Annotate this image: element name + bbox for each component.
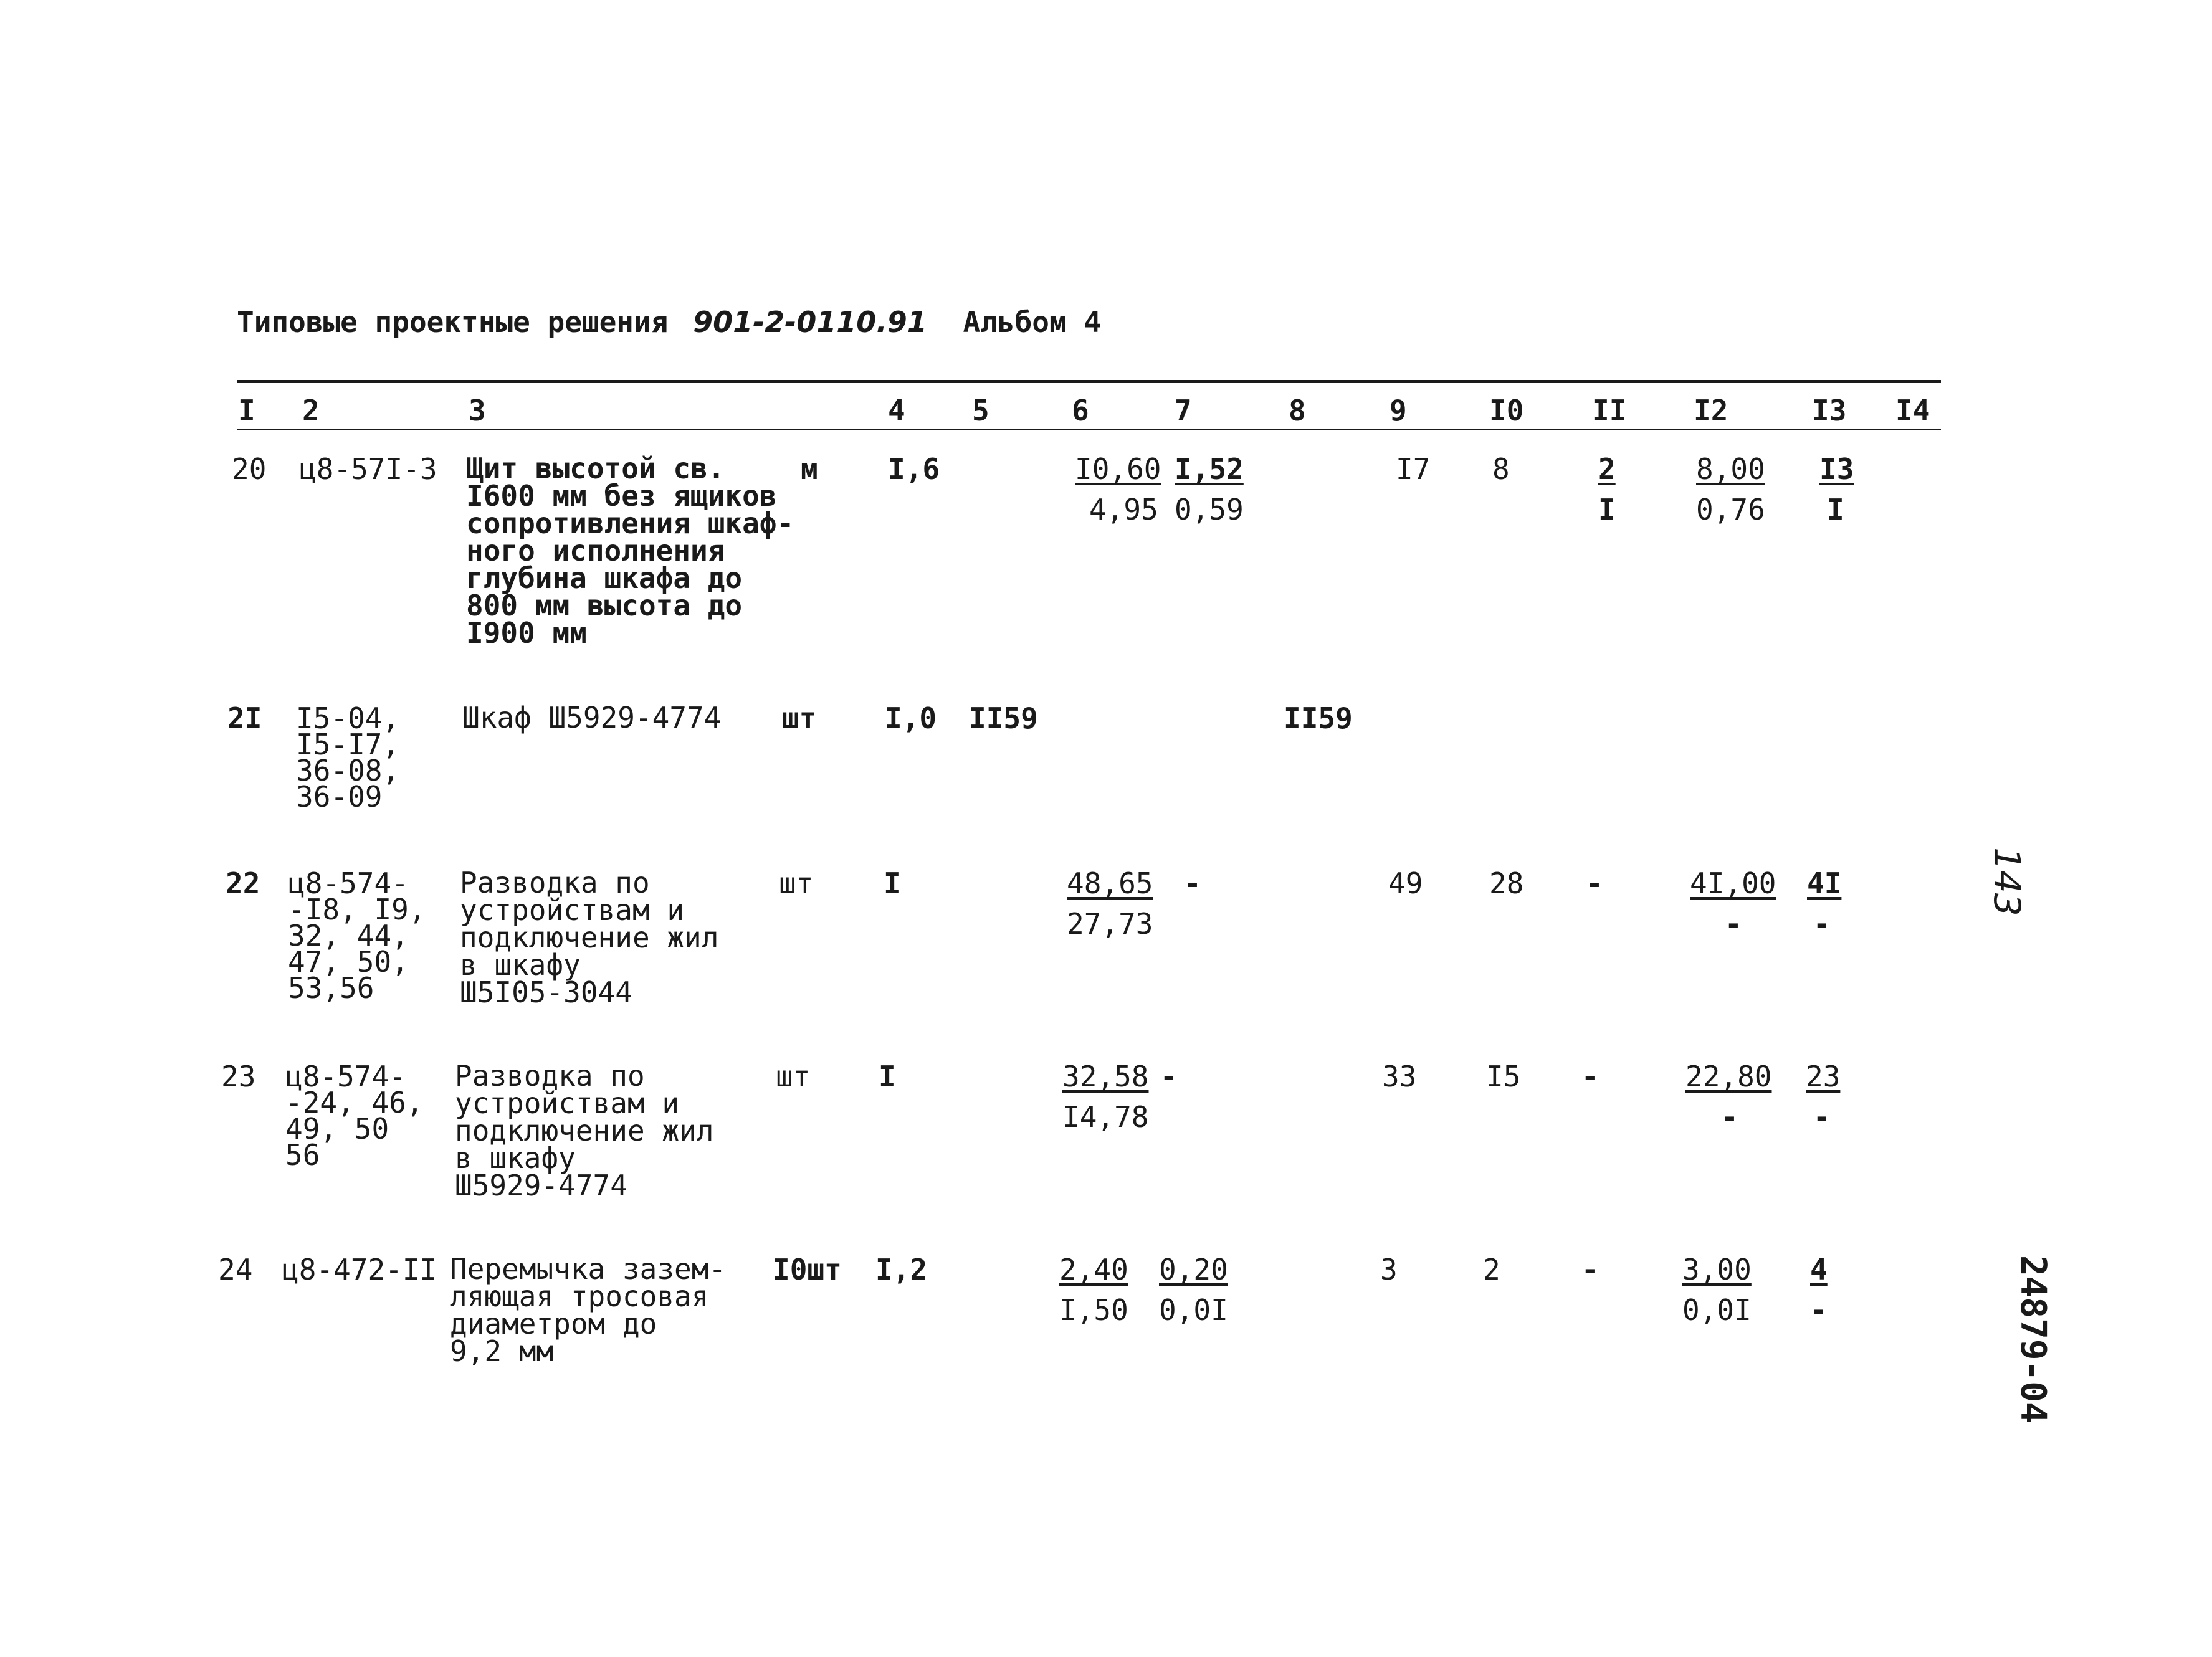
row-col10: I5 — [1486, 1060, 1521, 1093]
col-num-13: I3 — [1812, 394, 1847, 427]
col-num-7: 7 — [1175, 394, 1192, 427]
col-num-11: II — [1592, 394, 1627, 427]
document-header — [237, 305, 1101, 339]
row-code-line: -I8, I9, — [288, 893, 426, 926]
row-col13-top: 4 — [1810, 1253, 1828, 1286]
row-col11-top: 2 — [1598, 452, 1616, 486]
header-album: Альбом 4 — [963, 305, 1102, 339]
row-col5: II59 — [969, 701, 1038, 735]
row-code-line: I5-I7, — [296, 728, 400, 761]
row-col6-bottom: I,50 — [1059, 1293, 1128, 1327]
row-col13-bottom: - — [1813, 1100, 1831, 1134]
row-unit: шт — [776, 1060, 811, 1093]
row-unit: шт — [782, 701, 817, 735]
row-col7-top: - — [1160, 1060, 1178, 1093]
row-col7-bottom: 0,0I — [1159, 1293, 1228, 1327]
row-code-line: 36-09 — [296, 780, 383, 814]
row-col11-bottom: I — [1598, 493, 1616, 526]
row-col9: I7 — [1396, 452, 1431, 486]
row-number: 23 — [221, 1060, 256, 1093]
row-col6-bottom: I4,78 — [1062, 1100, 1149, 1134]
header-bottom-rule — [237, 429, 1941, 430]
row-code: ц8-472-II — [282, 1253, 437, 1286]
row-col4: I,2 — [875, 1253, 928, 1286]
row-col9: 33 — [1382, 1060, 1417, 1093]
row-col13-top: 4I — [1807, 866, 1842, 900]
row-code-line: 56 — [285, 1138, 320, 1172]
row-col4: I — [884, 866, 901, 900]
row-description: Перемычка зазем- ляющая тросовая диаметром до 9,2 мм — [450, 1252, 727, 1368]
header-code: 901-2-0110.91 — [693, 305, 927, 339]
row-unit: I0шт — [773, 1253, 842, 1286]
row-col11-top: - — [1586, 866, 1603, 900]
row-col13-bottom: - — [1810, 1293, 1828, 1327]
row-code-line: 49, 50 — [285, 1112, 389, 1146]
row-col10: 2 — [1483, 1253, 1500, 1286]
row-col7-bottom: 0,59 — [1175, 493, 1244, 526]
row-description: Щит высотой св. I600 мм без ящиков сопротивления шкаф- ного исполнения глубина шкафа до 800 мм высота до I900 мм — [466, 452, 794, 650]
row-col12-top: 4I,00 — [1690, 866, 1776, 900]
row-col4: I — [879, 1060, 896, 1093]
row-description: Разводка по устройствам и подключение жил в шкафу Ш5I05-3044 — [460, 866, 719, 1009]
side-document-number: 24879-04 — [2013, 1255, 2053, 1423]
col-num-8: 8 — [1289, 394, 1306, 427]
row-col6-top: 48,65 — [1067, 866, 1153, 900]
col-num-4: 4 — [888, 394, 905, 427]
row-description: Шкаф Ш5929-4774 — [462, 701, 722, 734]
row-number: 22 — [226, 866, 260, 900]
header-title: Типовые проектные решения — [237, 305, 669, 339]
row-col12-bottom: - — [1721, 1100, 1738, 1134]
row-code-line: 47, 50, — [288, 945, 409, 979]
row-code-line: 36-08, — [296, 754, 400, 787]
row-code-line: 53,56 — [288, 971, 374, 1005]
row-col12-top: 22,80 — [1685, 1060, 1772, 1093]
col-num-1: I — [238, 394, 255, 427]
col-num-14: I4 — [1895, 394, 1930, 427]
row-col12-top: 3,00 — [1682, 1253, 1752, 1286]
row-col7-top: - — [1184, 866, 1201, 900]
row-number: 20 — [232, 452, 267, 486]
row-unit: м — [801, 452, 818, 486]
row-col6-top: 32,58 — [1062, 1060, 1149, 1093]
row-col12-bottom: - — [1725, 907, 1742, 941]
row-col6-top: I0,60 — [1075, 452, 1161, 486]
table-top-rule — [237, 380, 1941, 383]
row-col12-top: 8,00 — [1696, 452, 1765, 486]
row-col13-top: I3 — [1819, 452, 1854, 486]
col-num-9: 9 — [1390, 394, 1407, 427]
col-num-3: 3 — [469, 394, 486, 427]
col-num-6: 6 — [1072, 394, 1089, 427]
row-number: 2I — [227, 701, 262, 735]
row-col6-bottom: 27,73 — [1067, 907, 1153, 941]
row-col7-top: I,52 — [1175, 452, 1244, 486]
row-col11-top: - — [1581, 1060, 1599, 1093]
row-col10: 28 — [1489, 866, 1524, 900]
col-num-12: I2 — [1694, 394, 1728, 427]
row-description: Разводка по устройствам и подключение жил в шкафу Ш5929-4774 — [455, 1059, 714, 1202]
row-col9: 49 — [1388, 866, 1423, 900]
row-col4: I,0 — [885, 701, 937, 735]
row-code-line: -24, 46, — [285, 1086, 424, 1119]
row-col11-top: - — [1581, 1253, 1599, 1286]
row-col13-top: 23 — [1806, 1060, 1841, 1093]
row-code-line: ц8-574- — [288, 866, 409, 900]
row-col8: II59 — [1284, 701, 1353, 735]
row-number: 24 — [218, 1253, 253, 1286]
row-col6-bottom: 4,95 — [1089, 493, 1158, 526]
row-unit: шт — [779, 866, 814, 900]
row-code-line: ц8-574- — [285, 1060, 406, 1093]
row-col10: 8 — [1492, 452, 1510, 486]
row-col7-top: 0,20 — [1159, 1253, 1228, 1286]
col-num-2: 2 — [302, 394, 320, 427]
row-col13-bottom: - — [1813, 907, 1831, 941]
row-col12-bottom: 0,0I — [1682, 1293, 1752, 1327]
row-col9: 3 — [1380, 1253, 1398, 1286]
row-col4: I,6 — [888, 452, 940, 486]
row-code-line: I5-04, — [296, 701, 400, 735]
row-col12-bottom: 0,76 — [1696, 493, 1765, 526]
col-num-5: 5 — [972, 394, 989, 427]
row-code-line: 32, 44, — [288, 919, 409, 952]
row-code: ц8-57I-3 — [299, 452, 437, 486]
row-col13-bottom: I — [1827, 493, 1844, 526]
row-col6-top: 2,40 — [1059, 1253, 1128, 1286]
col-num-10: I0 — [1489, 394, 1524, 427]
side-page-number: 143 — [1986, 847, 2028, 916]
